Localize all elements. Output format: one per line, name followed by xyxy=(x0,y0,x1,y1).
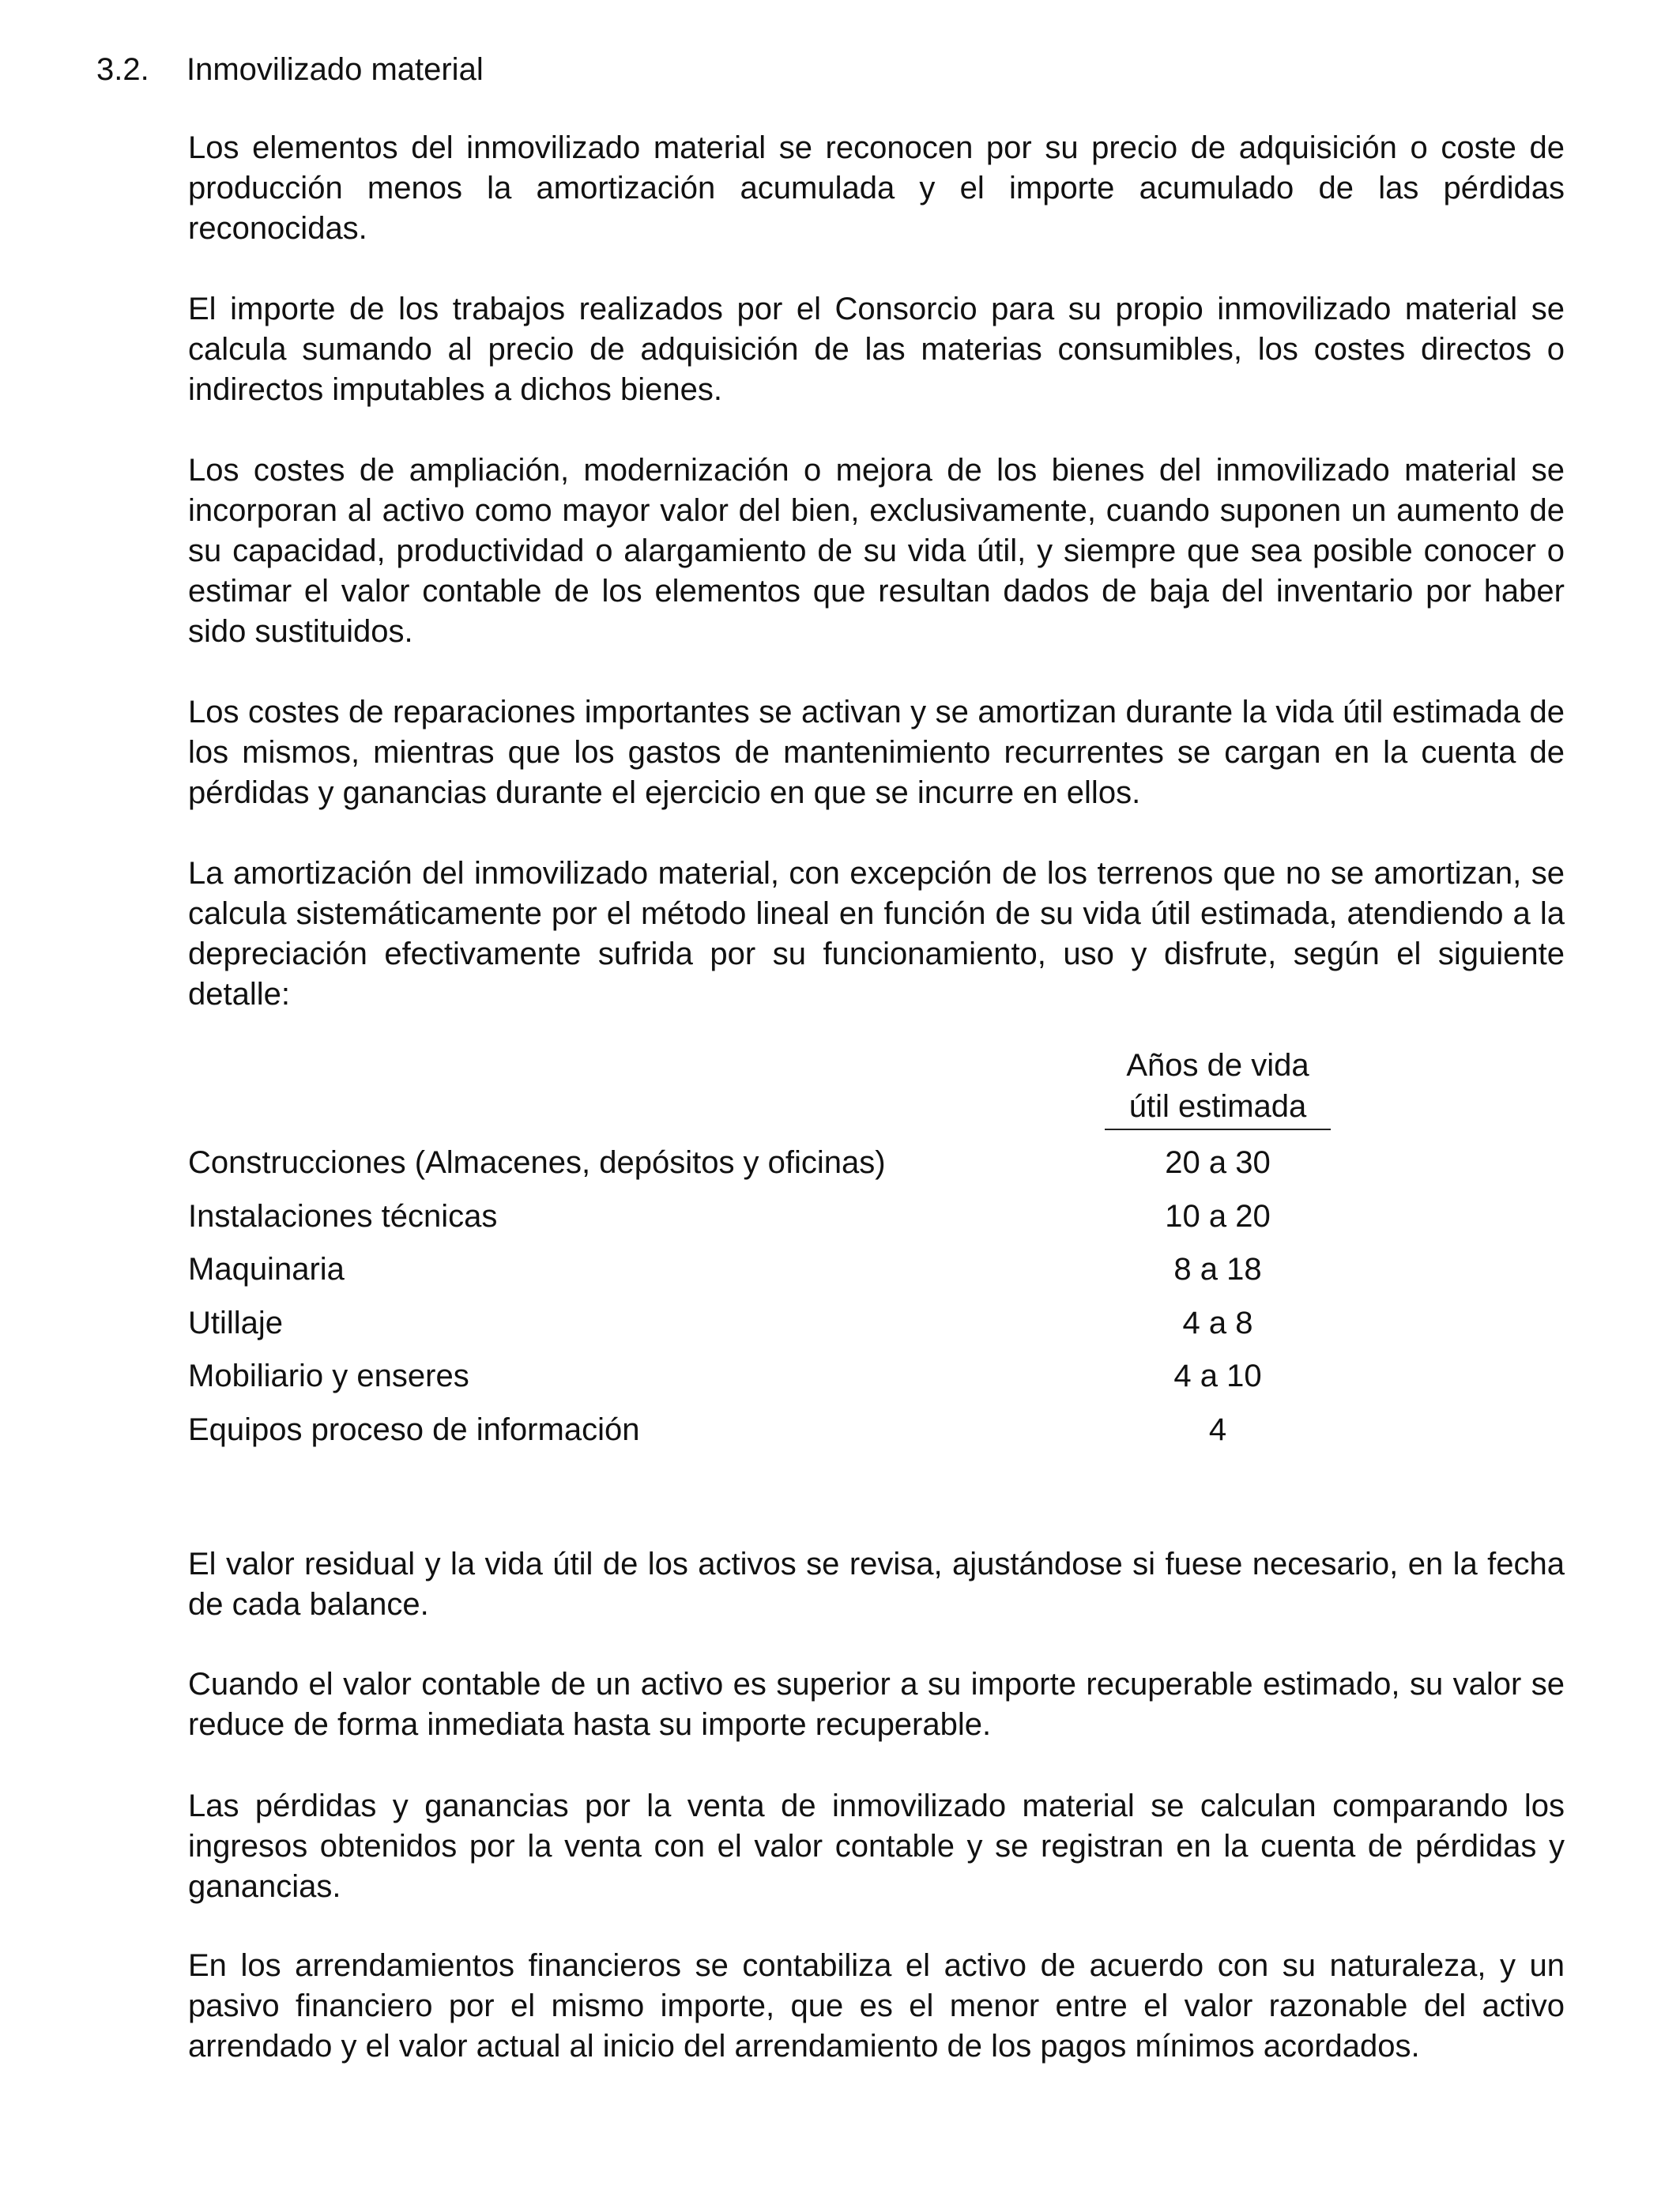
table-row xyxy=(188,1190,1342,1244)
paragraph-sale-gains-losses: Las pérdidas y ganancias por la venta de inmovilizado material se calculan comparando los ingresos obtenidos por la venta con el valor contable y se registran en la cuenta de pérdidas y ganancias. xyxy=(188,1789,1565,1904)
paragraph-residual-value: El valor residual y la vida útil de los activos se revisa, ajustándose si fuese necesario, en la fecha de cada balance. xyxy=(188,1547,1565,1622)
asset-type: Instalaciones técnicas xyxy=(188,1198,498,1234)
table-row xyxy=(188,1297,1342,1351)
asset-type: Construcciones (Almacenes, depósitos y oficinas) xyxy=(188,1145,886,1180)
paragraph-recognition: Los elementos del inmovilizado material se reconocen por su precio de adquisición o coste de producción menos la amortización acumulada y el importe acumulado de las pérdidas reconocidas. xyxy=(188,130,1565,246)
useful-life-years: 4 a 10 xyxy=(1173,1359,1262,1394)
asset-type: Utillaje xyxy=(188,1305,284,1340)
table-row xyxy=(188,1350,1342,1404)
useful-life-years: 4 xyxy=(1208,1412,1227,1447)
asset-type: Equipos proceso de información xyxy=(188,1412,640,1447)
useful-life-years: 20 a 30 xyxy=(1165,1145,1271,1180)
column-header-line: Años de vida xyxy=(1126,1048,1309,1083)
asset-type: Mobiliario y enseres xyxy=(188,1359,469,1394)
paragraph-repairs: Los costes de reparaciones importantes se activan y se amortizan durante la vida útil estimada de los mismos, mientras que los gastos de mantenimiento recurrentes se cargan en la cuenta de pérdidas y ganancias durante el ejercicio en que se incurre en ellos. xyxy=(188,695,1565,810)
asset-type: Maquinaria xyxy=(188,1252,345,1287)
section-heading xyxy=(96,47,484,92)
table-row xyxy=(188,1243,1342,1297)
paragraph-finance-leases: En los arrendamientos financieros se contabiliza el activo de acuerdo con su naturaleza, y un pasivo financiero por el mismo importe, que es el menor entre el valor razonable del activo arrendado y el valor actual al inicio del arrendamiento de los pagos mínimos acordados. xyxy=(188,1948,1565,2064)
paragraph-improvement-costs: Los costes de ampliación, modernización o mejora de los bienes del inmovilizado material se incorporan al activo como mayor valor del bien, exclusivamente, cuando suponen un aumento de su capacidad, productividad o alargamiento de su vida útil, y siempre que sea posible conocer o estimar el valor contable de los elementos que resultan dados de baja del inventario por haber sido sustituidos. xyxy=(188,453,1565,649)
table-row xyxy=(188,1137,1342,1190)
useful-life-years: 8 a 18 xyxy=(1173,1252,1262,1287)
table-body xyxy=(188,1137,1342,1457)
section-number: 3.2. xyxy=(96,52,149,87)
section-title: Inmovilizado material xyxy=(186,52,484,87)
paragraph-own-work: El importe de los trabajos realizados por el Consorcio para su propio inmovilizado material se calcula sumando al precio de adquisición de las materias consumibles, los costes directos o indirectos imputables a dichos bienes. xyxy=(188,292,1565,407)
useful-life-years: 10 a 20 xyxy=(1165,1198,1271,1234)
paragraph-impairment: Cuando el valor contable de un activo es superior a su importe recuperable estimado, su valor se reduce de forma inmediata hasta su importe recuperable. xyxy=(188,1667,1565,1742)
paragraph-depreciation: La amortización del inmovilizado material, con excepción de los terrenos que no se amortizan, se calcula sistemáticamente por el método lineal en función de su vida útil estimada, atendiendo a la depreciación efectivamente sufrida por su funcionamiento, uso y disfrute, según el siguiente detalle: xyxy=(188,856,1565,1012)
column-header-line: útil estimada xyxy=(1128,1089,1307,1124)
useful-life-column-header xyxy=(1105,1045,1331,1130)
useful-life-years: 4 a 8 xyxy=(1182,1305,1253,1340)
table-row xyxy=(188,1404,1342,1457)
